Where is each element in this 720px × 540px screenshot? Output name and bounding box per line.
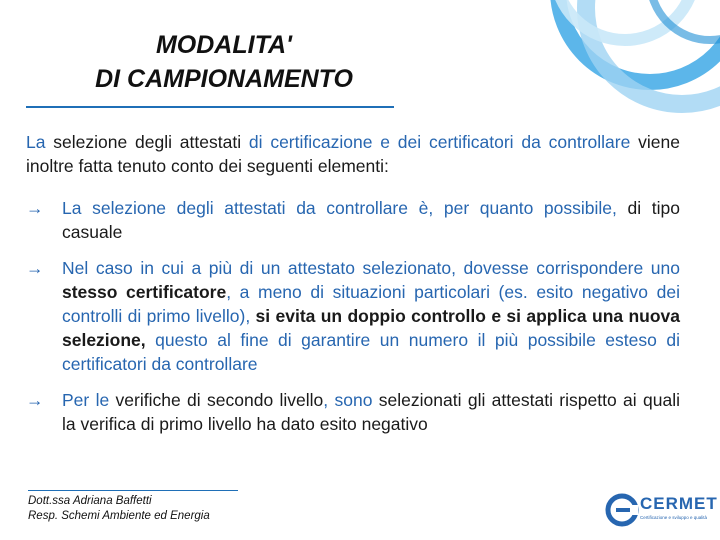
intro-paragraph: [26, 130, 680, 178]
bullet-3-text-a: Per le: [62, 390, 116, 410]
intro-text-3: di certificazione e dei certificatori da controllare: [241, 132, 639, 152]
bullet-list: [26, 196, 680, 436]
decorative-rings: [420, 0, 720, 150]
footer-divider: [28, 490, 238, 491]
bullet-1-text-b: di tipo casuale: [62, 198, 680, 242]
bullet-3-text-c: , sono: [323, 390, 379, 410]
bullet-1-text-a: La selezione degli attestati da controllare è, per quanto possibile,: [62, 198, 628, 218]
intro-text-4: viene inoltre fatta tenuto conto dei seguenti elementi:: [26, 132, 681, 176]
title-underline: [26, 106, 394, 108]
intro-text-2: selezione degli attestati: [53, 132, 242, 152]
bullet-2-text-b: stesso certificatore: [62, 282, 227, 302]
slide-title: [64, 28, 384, 96]
footer-credit: [28, 494, 328, 524]
bullet-2-text-a: Nel caso in cui a più di un attestato selezionato, dovesse corrispondere uno: [62, 258, 680, 278]
bullet-2-text-e: questo al fine di garantire un numero il più possibile esteso di certificatori da controllare: [62, 330, 680, 374]
logo-wordmark: CERMET: [640, 494, 718, 513]
slide-body: [26, 130, 680, 448]
arrow-right-icon: →: [26, 390, 44, 410]
list-item: [26, 256, 680, 376]
list-item: [26, 196, 680, 244]
title-line-2: DI CAMPIONAMENTO: [95, 65, 353, 93]
bullet-3-text-b: verifiche di secondo livello: [115, 390, 324, 410]
bullet-2-text-c: , a meno di situazioni particolari (es. esito negativo dei controlli di primo livello),: [62, 282, 680, 326]
title-line-1: MODALITA': [155, 31, 292, 59]
bullet-2-text-d: si evita un doppio controllo e si applica una nuova selezione,: [62, 306, 680, 350]
intro-text-1: La: [26, 132, 54, 152]
arrow-right-icon: →: [26, 258, 44, 278]
list-item: [26, 388, 680, 436]
footer-role: Resp. Schemi Ambiente ed Energia: [28, 510, 210, 522]
footer-author: Dott.ssa Adriana Baffetti: [28, 495, 152, 507]
bullet-3-text-d: selezionati gli attestati rispetto ai quali la verifica di primo livello ha dato esito negativo: [62, 390, 680, 434]
logo-tagline: Certificazione e sviluppo e qualità: [640, 515, 708, 520]
arrow-right-icon: →: [26, 198, 44, 218]
